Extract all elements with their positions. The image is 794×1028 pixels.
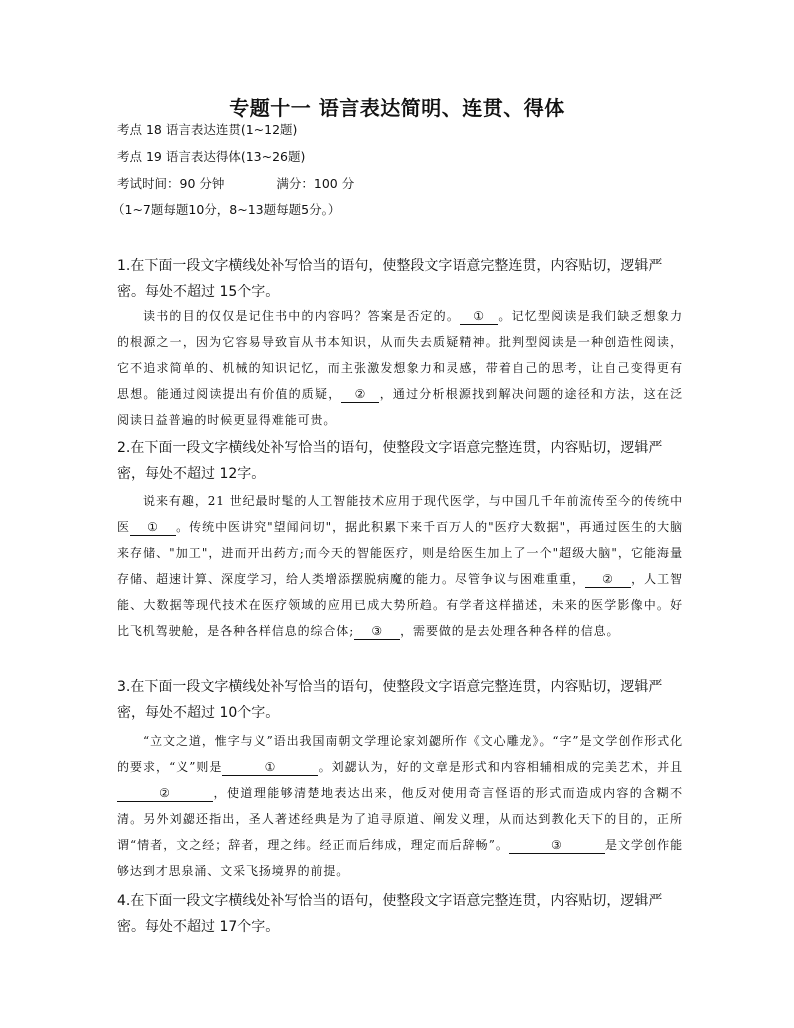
blank-2: ② xyxy=(585,571,631,588)
passage-text: 读书的目的仅仅是记住书中的内容吗？答案是否定的。 xyxy=(143,309,461,323)
question-2-stem: 2.在下面一段文字横线处补写恰当的语句，使整段文字语意完整连贯，内容贴切，逻辑严密，每处不超过 12字。 xyxy=(117,440,663,482)
passage-text: ，需要做的是去处理各种各样的信息。 xyxy=(400,624,620,638)
question-1-passage xyxy=(117,303,683,433)
question-3-passage xyxy=(117,728,683,884)
passage-text: 说来有趣，21 世纪最时髦的人工智能技术应用于现代医学，与中国几千年前流传至今的传统中医 xyxy=(117,494,683,534)
exam-time: 考试时间：90 分钟 xyxy=(117,176,225,191)
question-1-stem: 1.在下面一段文字横线处补写恰当的语句，使整段文字语意完整连贯，内容贴切，逻辑严密。每处不超过 15个字。 xyxy=(117,258,663,300)
blank-2: ② xyxy=(341,386,379,403)
question-3-stem: 3.在下面一段文字横线处补写恰当的语句，使整段文字语意完整连贯，内容贴切，逻辑严密，每处不超过 10个字。 xyxy=(117,679,663,721)
exam-point-18: 考点 18 语言表达连贯(1~12题) xyxy=(117,122,298,137)
exam-full-score: 满分：100 分 xyxy=(276,176,355,191)
question-2-passage xyxy=(117,488,683,644)
question-4-stem: 4.在下面一段文字横线处补写恰当的语句，使整段文字语意完整连贯，内容贴切，逻辑严密。每处不超过 17个字。 xyxy=(117,893,663,935)
passage-text: 。刘勰认为，好的文章是形式和内容相辅相成的完美艺术，并且 xyxy=(318,760,684,774)
blank-1: ① xyxy=(222,759,318,776)
exam-info-row xyxy=(117,175,354,193)
blank-3: ③ xyxy=(354,623,400,640)
blank-3: ③ xyxy=(509,837,605,854)
passage-text: ，使道理能够清楚地表达出来，他反对使用奇言怪语的形式而造成内容的含糊不清。另外刘勰还指出，圣人著述经典是为了追寻原道、阐发义理，从而达到教化天下的目的，正所谓“情者，文之经；辞者，理之纬。经正而后纬成，理定而后辞畅”。 xyxy=(117,786,683,852)
page-title: 专题十一 语言表达简明、连贯、得体 xyxy=(229,96,565,120)
exam-point-19: 考点 19 语言表达得体(13~26题) xyxy=(117,149,306,164)
passage-text: 。记忆型阅读是我们缺乏想象力的根源之一，因为它容易导致盲从书本知识，从而失去质疑精神。批判型阅读是一种创造性阅读，它不追求简单的、机械的知识记忆，而主张激发想象力和灵感，带着自己的思考，让自己变得更有思想。能通过阅读提出有价值的质疑， xyxy=(117,309,683,401)
passage-text: 是文学创作能够达到才思泉涌、文采飞扬境界的前提。 xyxy=(117,838,683,878)
blank-1: ① xyxy=(130,519,176,536)
passage-text: ，人工智能、大数据等现代技术在医疗领域的应用已成大势所趋。有学者这样描述，未来的医学影像中。好比飞机驾驶舱，是各种各样信息的综合体; xyxy=(117,572,683,638)
scoring-note: （1~7题每题10分，8~13题每题5分。） xyxy=(112,202,341,217)
blank-2: ② xyxy=(117,785,213,802)
passage-text: ，通过分析根源找到解决问题的途径和方法，这在泛阅读日益普遍的时候更显得难能可贵。 xyxy=(117,387,683,427)
passage-text: “立文之道，惟字与义”语出我国南朝文学理论家刘勰所作《文心雕龙》。“字”是文学创作形式化的要求，“义”则是 xyxy=(117,734,683,774)
passage-text: 。传统中医讲究"望闻问切"，据此积累下来千百万人的"医疗大数据"，再通过医生的大脑来存储、"加工"，进而开出药方;而今天的智能医疗，则是给医生加上了一个"超级大脑"，它能海量存储、超速计算、深度学习，给人类增添摆脱病魔的能力。尽管争议与困难重重， xyxy=(117,520,683,586)
blank-1: ① xyxy=(460,308,498,325)
